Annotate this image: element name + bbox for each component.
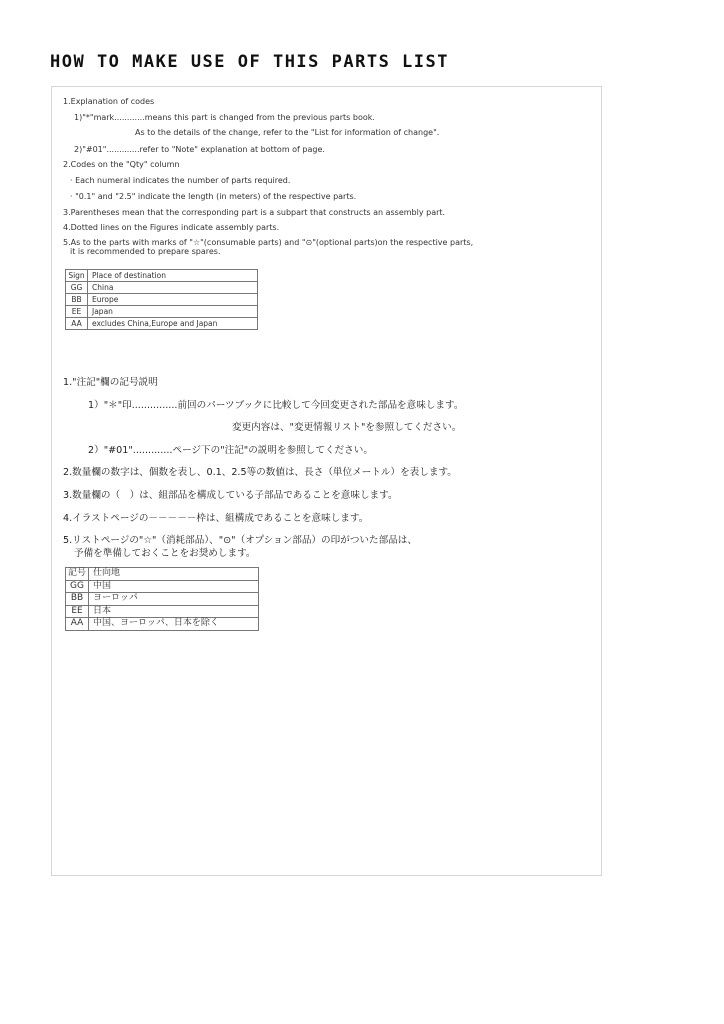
en-line-length: · "0.1" and "2.5" indicate the length (in meters) of the respective parts. [70,192,357,201]
en-line-parentheses: 3.Parentheses mean that the corresponding part is a subpart that constructs an assembly part. [63,208,446,217]
table-header-sign: Sign [66,270,88,282]
table-row [66,294,258,306]
page-title: HOW TO MAKE USE OF THIS PARTS LIST [50,52,449,72]
jp-line-qty: 2.数量欄の数字は、個数を表し、0.1、2.5等の数値は、長さ（単位メートル）を表します。 [63,467,457,478]
table-header-row [66,270,258,282]
en-line-asterisk-mark: 1)"*"mark............means this part is changed from the previous parts book. [74,113,375,122]
table-cell-sign: EE [66,605,89,618]
jp-line-note-ref: 2）"#01".............ページ下の"注記"の説明を参照してください。 [88,445,373,456]
jp-line-marks: 5.リストページの"☆"（消耗部品）、"⊙"（オプション部品）の印がついた部品は、 [63,535,417,546]
jp-line-change-details: 変更内容は、"変更情報リスト"を参照してください。 [232,422,462,433]
table-cell-sign: BB [66,593,89,606]
table-cell-sign: GG [66,580,89,593]
en-line-note-ref: 2)"#01".............refer to "Note" explanation at bottom of page. [74,145,325,154]
table-header-sign: 記号 [66,568,89,581]
table-cell-place: 中国 [89,580,259,593]
table-cell-sign: AA [66,618,89,631]
table-cell-sign: EE [66,306,88,318]
jp-line-spares: 予備を準備しておくことをお奨めします。 [74,548,256,559]
en-line-spares: it is recommended to prepare spares. [70,247,221,256]
en-line-change-details: As to the details of the change, refer to the "List for information of change". [135,128,440,137]
table-cell-place: Japan [88,306,258,318]
table-row [66,318,258,330]
en-line-codes-heading: 1.Explanation of codes [63,97,155,106]
en-line-dotted-lines: 4.Dotted lines on the Figures indicate assembly parts. [63,223,280,232]
table-cell-sign: AA [66,318,88,330]
table-cell-sign: BB [66,294,88,306]
jp-line-asterisk-mark: 1）"＊"印...............前回のパーツブックに比較して今回変更された部品を意味します。 [88,400,464,411]
jp-destination-table [65,567,259,631]
jp-line-frame: 4.イラストページの－－－－－枠は、組構成であることを意味します。 [63,513,369,524]
table-header-place: Place of destination [88,270,258,282]
table-cell-place: ヨーロッパ [89,593,259,606]
table-header-row [66,568,259,581]
table-cell-place: 中国、ヨーロッパ、日本を除く [89,618,259,631]
table-cell-place: excludes China,Europe and Japan [88,318,258,330]
table-cell-place: Europe [88,294,258,306]
table-row [66,605,259,618]
en-line-marks: 5.As to the parts with marks of "☆"(consumable parts) and "⊙"(optional parts)on the respective parts, [63,238,474,247]
en-line-numeral: · Each numeral indicates the number of parts required. [70,176,291,185]
table-cell-place: China [88,282,258,294]
table-row [66,618,259,631]
table-row [66,593,259,606]
table-row [66,580,259,593]
en-destination-table [65,269,258,330]
table-cell-sign: GG [66,282,88,294]
en-line-qty-heading: 2.Codes on the "Qty" column [63,160,180,169]
table-cell-place: 日本 [89,605,259,618]
table-row [66,306,258,318]
instructions-panel [51,86,602,876]
table-header-place: 仕向地 [89,568,259,581]
jp-line-parentheses: 3.数量欄の（ ）は、組部品を構成している子部品であることを意味します。 [63,490,398,501]
jp-line-codes-heading: 1."注記"欄の記号説明 [63,377,158,388]
table-row [66,282,258,294]
